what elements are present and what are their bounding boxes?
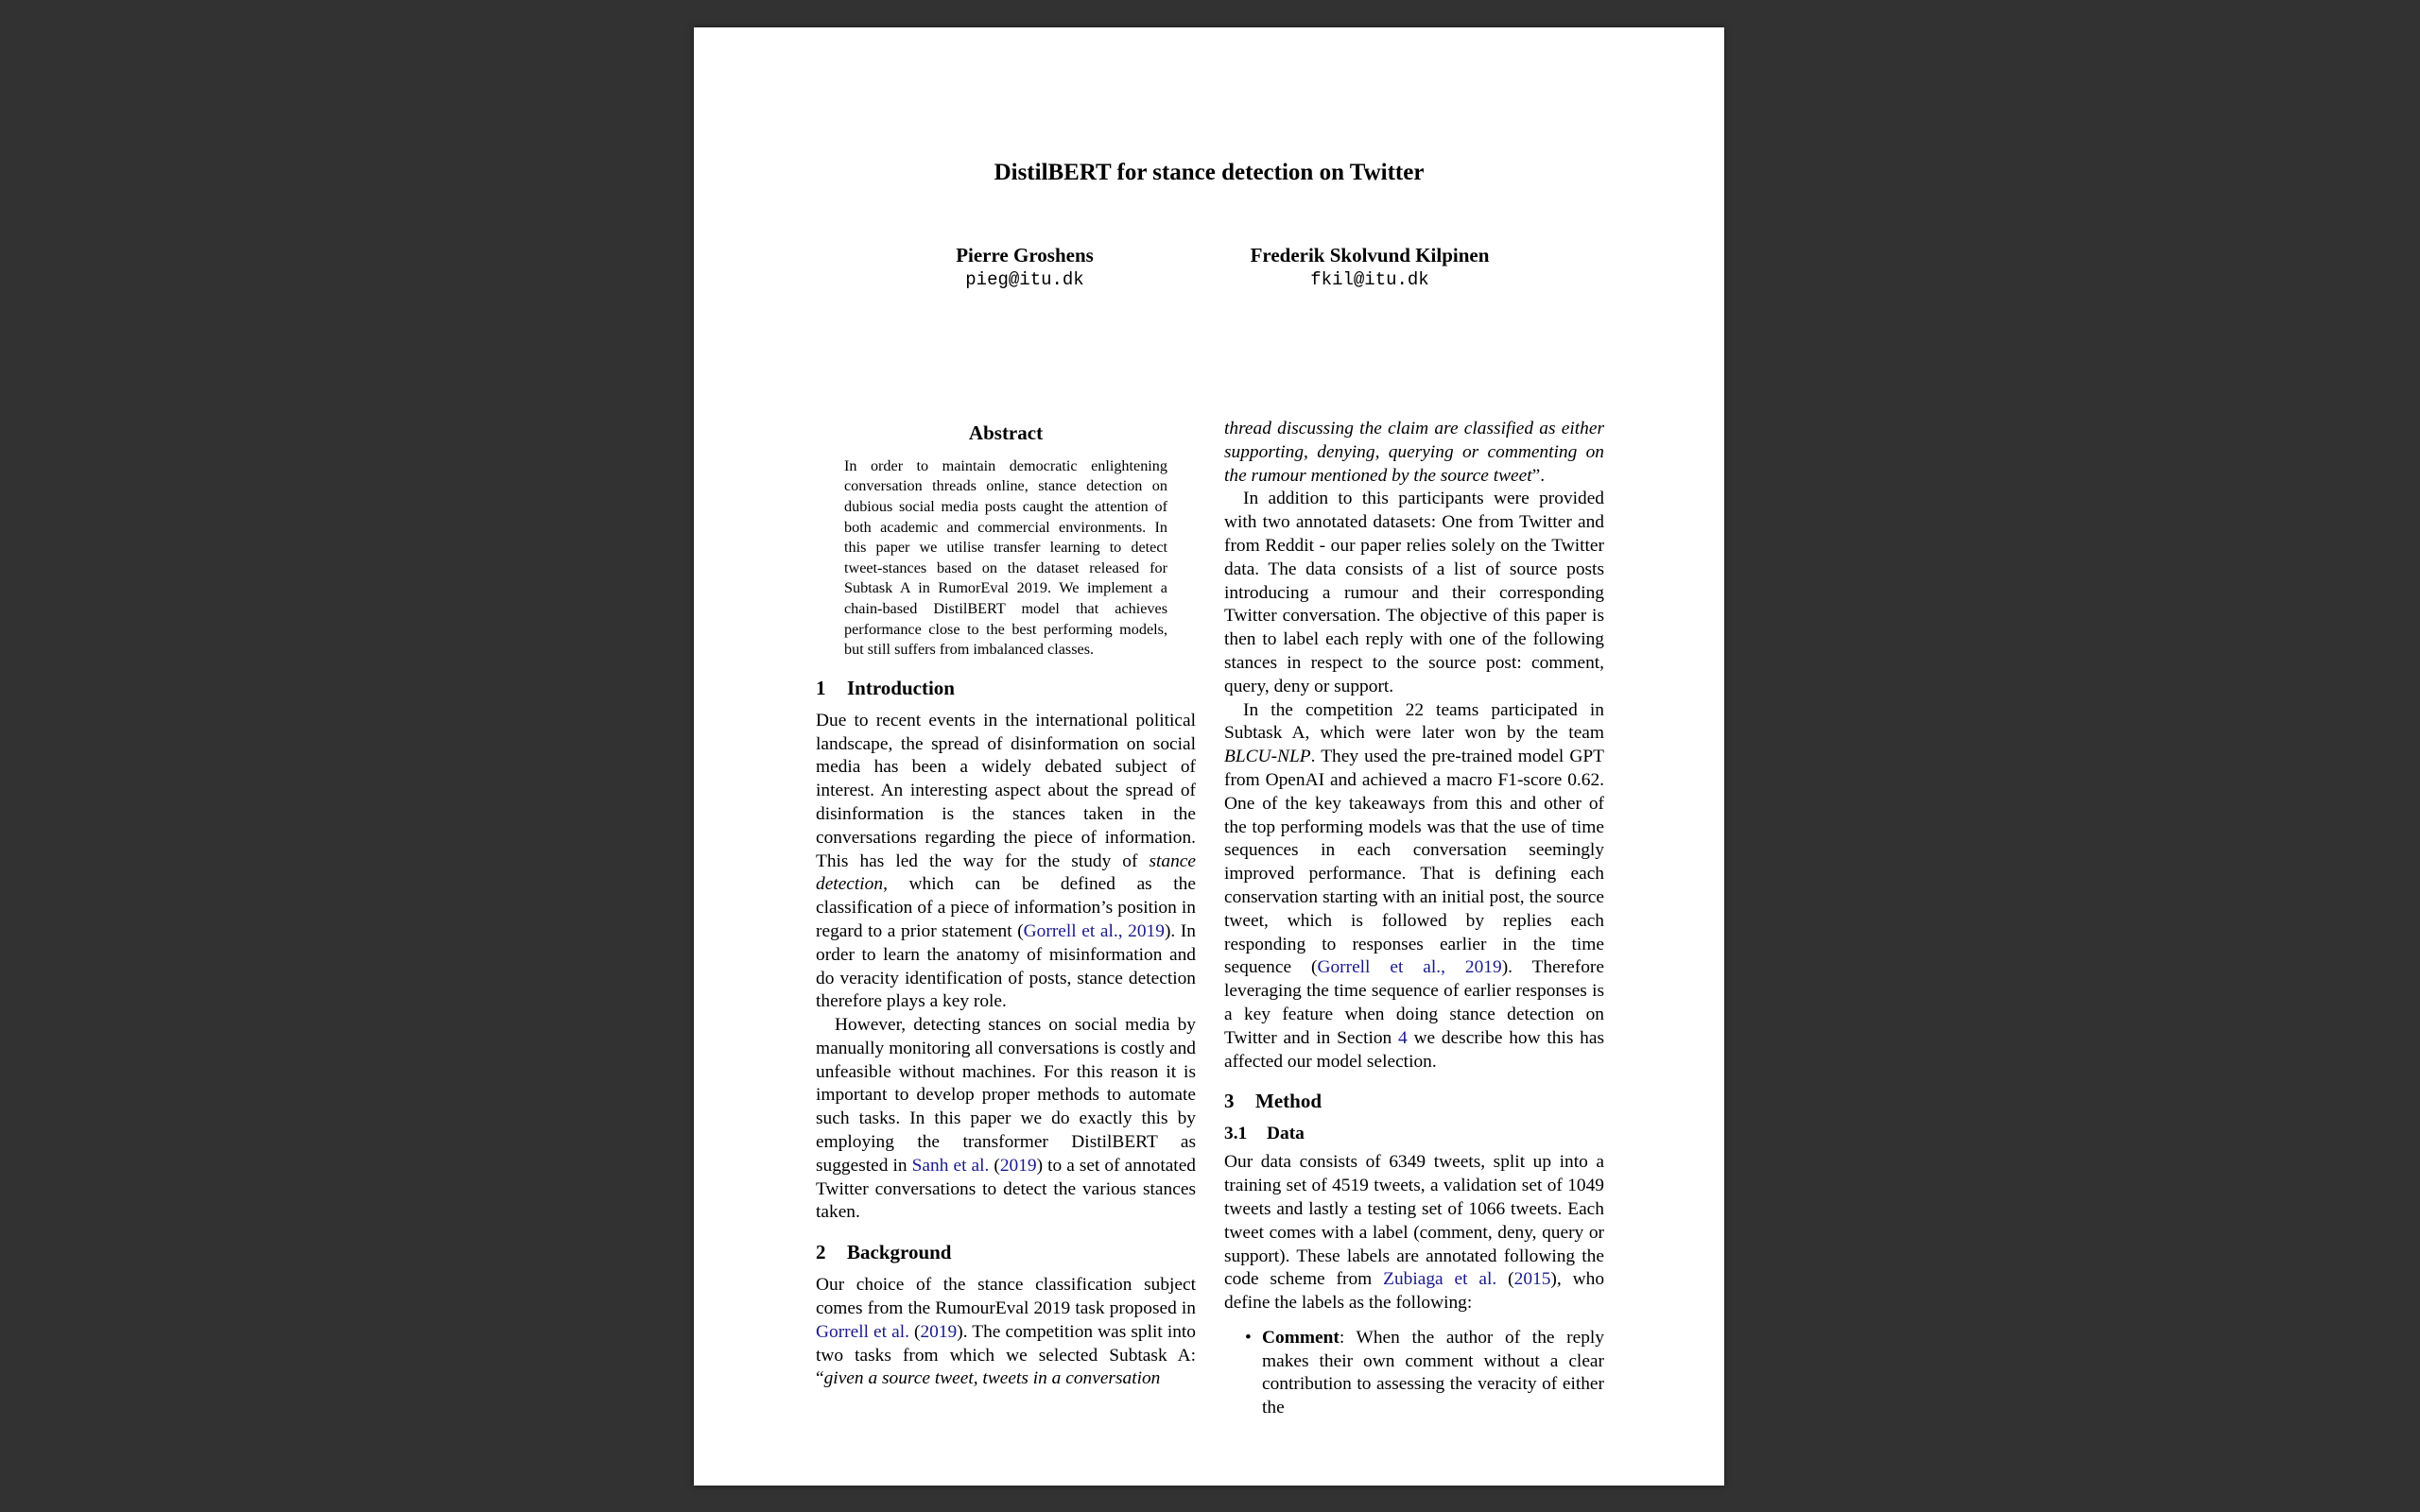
citation-link[interactable]: 2015 bbox=[1513, 1269, 1551, 1290]
citation-link[interactable]: Gorrell et al., 2019 bbox=[1317, 957, 1502, 978]
background-paragraph-3: In the competition 22 teams participated in Subtask A, which were later won by the team BLCU-NLP. They used the pre-trained model GPT from OpenAI and achieved a macro F1-score 0.62. One of the key takeaways from this and other of the top performing models was that the use of time sequences in each conversation seemingly improved performance. That is defining each conservation starting with an initial post, the source tweet, which is followed by replies each responding to responses earlier in the time sequence (Gorrell et al., 2019). Therefore leveraging the time sequence of earlier responses is a key feature when doing stance detection on Twitter and in Section 4 we describe how this has affected our model selection. bbox=[1224, 699, 1604, 1072]
list-item: • Comment: When the author of the reply makes their own comment without a clear contribution to assessing the veracity of either the bbox=[1262, 1327, 1604, 1420]
author-name: Pierre Groshens bbox=[956, 244, 1094, 266]
task-quote-continued: thread discussing the claim are classified as either supporting, denying, querying or commenting on the rumour mentioned by the source tweet bbox=[1224, 419, 1604, 486]
citation-link[interactable]: Zubiaga et al. bbox=[1383, 1269, 1497, 1290]
section-heading-background: 2 Background bbox=[816, 1241, 952, 1264]
label-definition-list bbox=[1224, 1327, 1604, 1420]
background-paragraph-1: Our choice of the stance classification subject comes from the RumourEval 2019 task proposed in Gorrell et al. (2019). The competition was split into two tasks from which we selected Subtask A: “given a source tweet, tweets in a conversation bbox=[816, 1275, 1196, 1389]
paper-title: DistilBERT for stance detection on Twitter bbox=[994, 160, 1425, 185]
abstract-text: In order to maintain democratic enlightening conversation threads online, stance detection on dubious social media posts caught the attention of both academic and commercial environments. In this paper we utilise transfer learning to detect tweet-stances based on the dataset released for Subtask A in RumorEval 2019. We implement a chain-based DistilBERT model that achieves performance close to the best performing models, but still suffers from imbalanced classes. bbox=[844, 456, 1167, 659]
abstract-heading: Abstract bbox=[968, 421, 1044, 444]
author-1 bbox=[930, 243, 1119, 292]
citation-link[interactable]: 2019 bbox=[920, 1321, 958, 1342]
left-column bbox=[816, 418, 1196, 1391]
background-paragraph-1-continued: thread discussing the claim are classified as either supporting, denying, querying or commenting on the rumour mentioned by the source tweet”. bbox=[1224, 419, 1604, 486]
intro-paragraph-2: However, detecting stances on social media by manually monitoring all conversations is costly and unfeasible without machines. For this reason it is important to develop proper methods to automate such tasks. In this paper we do exactly this by employing the transformer DistilBERT as suggested in Sanh et al. (2019) to a set of annotated Twitter conversations to detect the various stances taken. bbox=[816, 1015, 1196, 1223]
intro-paragraph-1: Due to recent events in the international political landscape, the spread of disinformation on social media has been a widely debated subject of interest. An interesting aspect about the spread of disinformation is the stances taken in the conversations regarding the piece of information. This has led the way for the study of stance detection, which can be defined as the classification of a piece of information’s position in regard to a prior statement (Gorrell et al., 2019). In order to learn the anatomy of misinformation and do veracity identification of posts, stance detection therefore plays a key role. bbox=[816, 710, 1196, 1012]
section-heading-method: 3 Method bbox=[1224, 1090, 1322, 1113]
section-heading-introduction: 1 Introduction bbox=[816, 676, 955, 699]
citation-link[interactable]: Sanh et al. bbox=[911, 1155, 990, 1176]
data-paragraph-1: Our data consists of 6349 tweets, split up into a training set of 4519 tweets, a validation set of 1049 tweets and lastly a testing set of 1066 tweets. Each tweet comes with a label (comment, deny, query or support). These labels are annotated following the code scheme from Zubiaga et al. (2015), who define the labels as the following: bbox=[1224, 1152, 1605, 1314]
right-column bbox=[1224, 418, 1604, 1420]
paper-page bbox=[694, 27, 1724, 1486]
section-reference-link[interactable]: 4 bbox=[1398, 1027, 1408, 1048]
author-name: Frederik Skolvund Kilpinen bbox=[1250, 244, 1490, 266]
author-email: fkil@itu.dk bbox=[1310, 269, 1429, 290]
author-2 bbox=[1219, 243, 1521, 292]
author-email: pieg@itu.dk bbox=[965, 269, 1084, 290]
citation-link[interactable]: 2019 bbox=[999, 1155, 1037, 1176]
citation-link[interactable]: Gorrell et al., 2019 bbox=[1023, 920, 1165, 941]
subsection-heading-data: 3.1 Data bbox=[1224, 1124, 1305, 1144]
background-paragraph-2: In addition to this participants were provided with two annotated datasets: One from Twitter and from Reddit - our paper relies solely on the Twitter data. The data consists of a list of source posts introducing a rumour and their corresponding Twitter conversation. The objective of this paper is then to label each reply with one of the following stances in respect to the source post: comment, query, deny or support. bbox=[1224, 489, 1604, 696]
citation-link[interactable]: Gorrell et al. bbox=[816, 1321, 909, 1342]
task-quote: given a source tweet, tweets in a conversation bbox=[823, 1368, 1161, 1389]
